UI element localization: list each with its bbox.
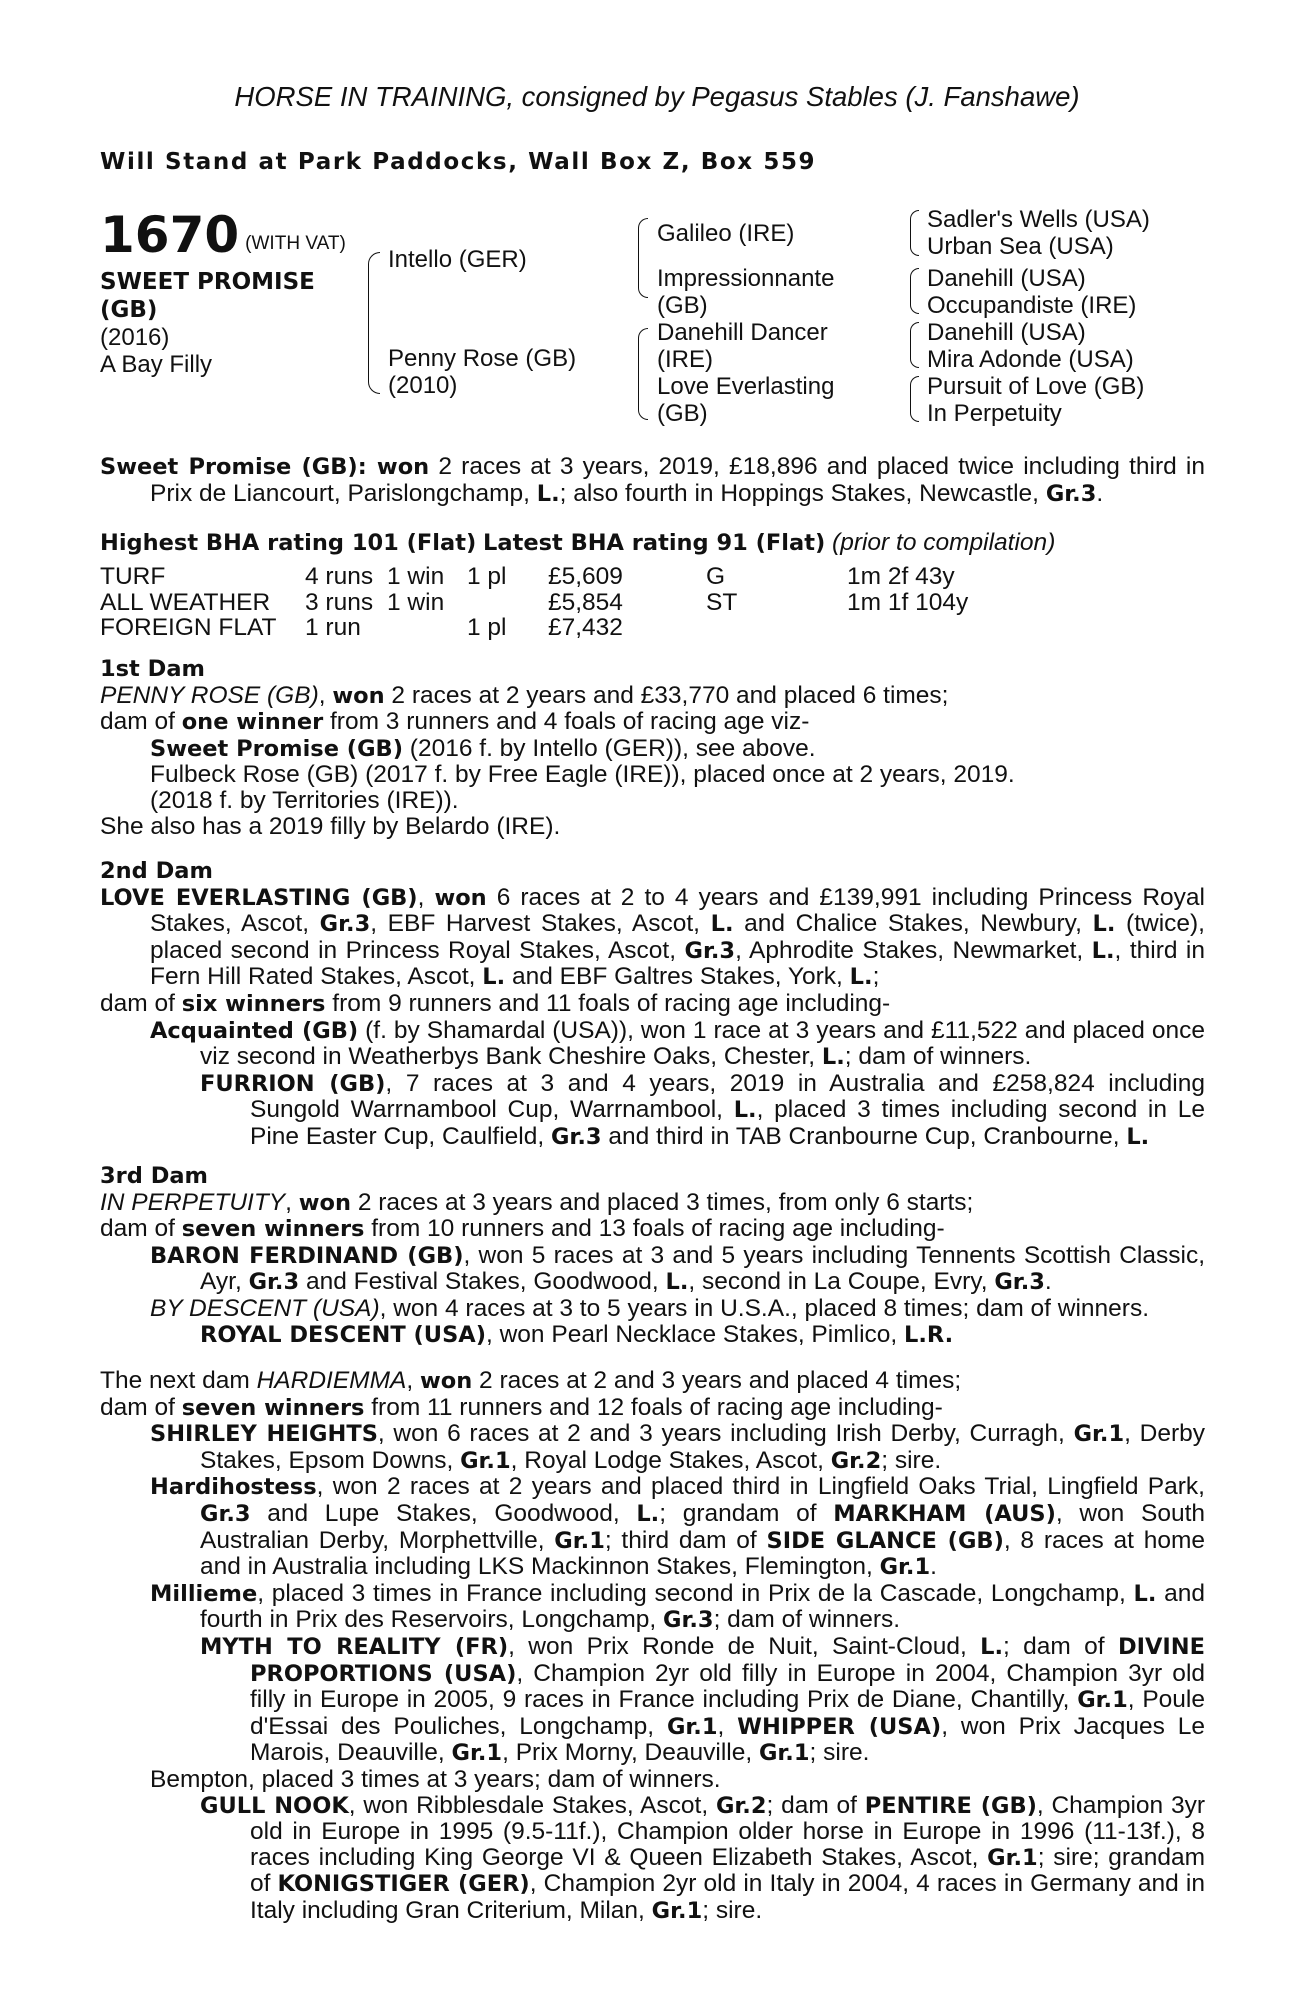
rating-note: (prior to compilation) xyxy=(832,529,1056,556)
pedigree-brace xyxy=(910,210,919,256)
stand-location: Will Stand at Park Paddocks, Wall Box Z, Box 559 xyxy=(100,149,817,175)
pedigree-g7: Pursuit of Love (GB) xyxy=(927,373,1145,400)
lot-number-line xyxy=(100,206,380,264)
first-dam-section: 1st Dam PENNY ROSE (GB), won 2 races at 2 years and £33,770 and placed 6 times; dam of one winner from 3 runners and 4 foals of racing age viz- Sweet Promise (GB) (2016 f. by Intello (GER)), see above. Fulbeck Rose (GB) (2017 f. by Free Eagle (IRE)), placed once at 2 years, 2019. (2018 f. by Territories (IRE)). She also has a 2019 filly by Belardo (IRE). xyxy=(100,657,1205,839)
section-title: 2nd Dam xyxy=(100,858,213,884)
pedigree-brace xyxy=(910,376,919,422)
second-dam-section: 2nd Dam LOVE EVERLASTING (GB), won 6 races at 2 to 4 years and £139,991 including Princess Royal Stakes, Ascot, Gr.3, EBF Harvest Stakes, Ascot, L. and Chalice Stakes, Newbury, L. (twice), placed second in Princess Royal Stakes, Ascot, Gr.3, Aphrodite Stakes, Newmarket, L., third in Fern Hill Rated Stakes, Ascot, L. and EBF Galtres Stakes, York, L.; dam of six winners from 9 runners and 11 foals of racing age including- Acquainted (GB) (f. by Shamardal (USA)), won 1 race at 3 years and £11,522 and placed once viz second in Weatherbys Bank Cheshire Oaks, Chester, L.; dam of winners. FURRION (GB), 7 races at 3 and 4 years, 2019 in Australia and £258,824 including Sungold Warrnambool Cup, Warrnambool, L., placed 3 times including second in Le Pine Easter Cup, Caulfield, Gr.3 and third in TAB Cranbourne Cup, Cranbourne, L. xyxy=(100,858,1206,1150)
lot-vat: (WITH VAT) xyxy=(245,233,346,254)
horse-name-line1: SWEET PROMISE xyxy=(100,269,315,295)
bha-ratings xyxy=(100,530,1205,557)
pedigree-sire: Intello (GER) xyxy=(388,246,527,273)
pedigree-g4: Occupandiste (IRE) xyxy=(927,292,1137,319)
pedigree-brace xyxy=(910,268,919,314)
latest-rating: Latest BHA rating 91 (Flat) xyxy=(483,530,826,556)
race-summary: Sweet Promise (GB): won 2 races at 3 years, 2019, £18,896 and placed twice including third in Prix de Liancourt, Parislongchamp, L.; also fourth in Hoppings Stakes, Newcastle, Gr.3. xyxy=(100,453,1205,507)
pedigree-g2: Urban Sea (USA) xyxy=(927,233,1114,260)
section-title: 3rd Dam xyxy=(100,1163,208,1189)
pedigree-g5: Danehill (USA) xyxy=(927,319,1086,346)
pedigree-sire-dam: Impressionnante (GB) xyxy=(657,265,835,319)
pedigree-dam-dam: Love Everlasting (GB) xyxy=(657,373,835,427)
lot-block xyxy=(100,206,380,378)
pedigree-g6: Mira Adonde (USA) xyxy=(927,346,1134,373)
lot-number: 1670 xyxy=(100,206,240,264)
pedigree-brace xyxy=(910,322,919,368)
section-title: 1st Dam xyxy=(100,656,205,682)
next-dam-section: The next dam HARDIEMMA, won 2 races at 2 and 3 years and placed 4 times; dam of seven winners from 11 runners and 12 foals of racing age including- SHIRLEY HEIGHTS, won 6 races at 2 and 3 years including Irish Derby, Curragh, Gr.1, Derby Stakes, Epsom Downs, Gr.1, Royal Lodge Stakes, Ascot, Gr.2; sire. Hardihostess, won 2 races at 2 years and placed third in Lingfield Oaks Trial, Lingfield Park, Gr.3 and Lupe Stakes, Goodwood, L.; grandam of MARKHAM (AUS), won South Australian Derby, Morphettville, Gr.1; third dam of SIDE GLANCE (GB), 8 races at home and in Australia including LKS Mackinnon Stakes, Flemington, Gr.1. Millieme, placed 3 times in France including second in Prix de la Cascade, Longchamp, L. and fourth in Prix des Reservoirs, Longchamp, Gr.3; dam of winners. MYTH TO REALITY (FR), won Prix Ronde de Nuit, Saint-Cloud, L.; dam of DIVINE PROPORTIONS (USA), Champion 2yr old filly in Europe in 2004, Champion 3yr old filly in Europe in 2005, 9 races in France including Prix de Diane, Chantilly, Gr.1, Poule d'Essai des Pouliches, Longchamp, Gr.1, WHIPPER (USA), won Prix Jacques Le Marois, Deauville, Gr.1, Prix Morny, Deauville, Gr.1; sire. Bempton, placed 3 times at 3 years; dam of winners. GULL NOOK, won Ribblesdale Stakes, Ascot, Gr.2; dam of PENTIRE (GB), Champion 3yr old in Europe in 1995 (9.5-11f.), Champion older horse in Europe in 1996 (11-13f.), 8 races including King George VI & Queen Elizabeth Stakes, Ascot, Gr.1; sire; grandam of KONIGSTIGER (GER), Champion 2yr old in Italy in 2004, 4 races in Germany and in Italy including Gran Criterium, Milan, Gr.1; sire. xyxy=(100,1367,1206,1924)
pedigree-brace xyxy=(638,328,648,420)
highest-rating: Highest BHA rating 101 (Flat) xyxy=(100,530,477,556)
pedigree-dam-sire: Danehill Dancer (IRE) xyxy=(657,319,828,373)
consignor-heading: HORSE IN TRAINING, consigned by Pegasus Stables (J. Fanshawe) xyxy=(234,81,1080,112)
pedigree-g3: Danehill (USA) xyxy=(927,265,1086,292)
pedigree-g8: In Perpetuity xyxy=(927,400,1062,427)
pedigree-brace xyxy=(368,252,380,394)
pedigree-dam: Penny Rose (GB) (2010) xyxy=(388,345,577,399)
horse-description: A Bay Filly xyxy=(100,351,213,378)
third-dam-section: 3rd Dam IN PERPETUITY, won 2 races at 3 years and placed 3 times, from only 6 starts; dam of seven winners from 10 runners and 13 foals of racing age including- BARON FERDINAND (GB), won 5 races at 3 and 5 years including Tennents Scottish Classic, Ayr, Gr.3 and Festival Stakes, Goodwood, L., second in La Coupe, Evry, Gr.3. BY DESCENT (USA), won 4 races at 3 to 5 years in U.S.A., placed 8 times; dam of winners. ROYAL DESCENT (USA), won Pearl Necklace Stakes, Pimlico, L.R. xyxy=(100,1163,1206,1348)
pedigree-brace xyxy=(638,218,648,298)
horse-name xyxy=(100,268,380,324)
pedigree-g1: Sadler's Wells (USA) xyxy=(927,206,1150,233)
horse-year: (2016) xyxy=(100,324,170,351)
pedigree-sire-sire: Galileo (IRE) xyxy=(657,220,795,247)
horse-name-line2: (GB) xyxy=(100,297,158,323)
